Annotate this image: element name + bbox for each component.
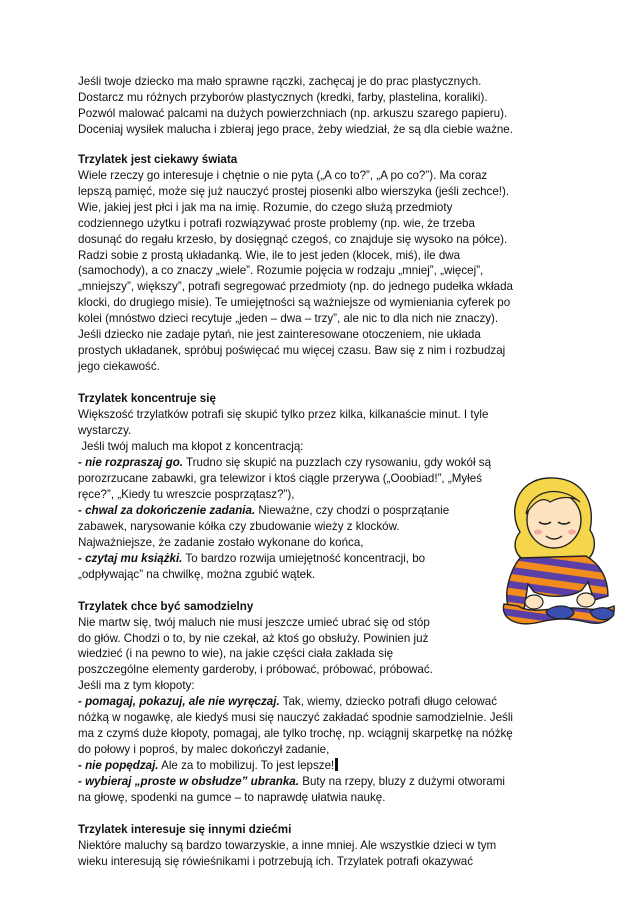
text-line: codziennego użytku i potrafi rozwiązywać proste problemy (np. wie, że trzeba — [78, 216, 475, 230]
text-line: wiedzieć (i na pewno to wie), na jakie części ciała zakłada się — [78, 647, 394, 661]
text-line: lepszą pamięć, może się już nauczyć prostej piosenki albo wierszyka (jeśli zechce!). — [78, 184, 510, 198]
tip-text: Buty na rzepy, bluzy z dużymi otworami — [298, 775, 505, 789]
tip-line — [78, 694, 578, 710]
text-line: wystarczy. — [78, 424, 132, 438]
text-line: na głowę, spodenki na gumce – to naprawdę ułatwia naukę. — [78, 791, 386, 805]
text-line: Nie martw się, twój maluch nie musi jeszcze umieć ubrać się od stóp — [78, 615, 430, 629]
tip-text: Ale za to mobilizuj. To jest lepsze! — [158, 759, 335, 773]
text-line: wieku interesują się rówieśnikami i potrzebują ich. Trzylatek potrafi okazywać — [78, 854, 473, 868]
text-line: Pozwól malować palcami na dużych powierzchniach (np. arkuszu szarego papieru). — [78, 106, 508, 120]
text-line: klocki, do drugiego misie). Te umiejętności są ważniejsze od wymieniania cyferek po — [78, 296, 511, 310]
text-line: Wiele rzeczy go interesuje i chętnie o nie pyta („A co to?”, „A po co?”). Ma coraz — [78, 168, 488, 182]
tip-line — [78, 455, 578, 471]
text-line: „mniejszy”, większy”, potrafi segregować przedmioty (np. do jednego pudełka wkłada — [78, 280, 513, 294]
tip-text: Tak, wiemy, dziecko potrafi długo celować — [279, 695, 498, 709]
child-dressing-illustration — [490, 472, 625, 632]
text-line: Jeśli dziecko nie zadaje pytań, nie jest zainteresowane otoczeniem, nie układa — [78, 328, 481, 342]
text-line: Jeśli ma z tym kłopoty: — [78, 679, 195, 693]
text-line: poszczególne elementy garderoby, i próbować, próbować, próbować. — [78, 663, 433, 677]
text-line: Najważniejsze, że zadanie zostało wykonane do końca, — [78, 535, 364, 549]
text-line: Dostarcz mu różnych przyborów plastycznych (kredki, farby, plastelina, koraliki). — [78, 90, 488, 104]
text-line: dosunąć do regału krzesło, by dosięgnąć czegoś, co znajduje się wysoko na półce). — [78, 232, 508, 246]
text-line: ręce?”, „Kiedy tu wreszcie posprzątasz?”), — [78, 487, 295, 501]
text-line: porozrzucane zabawki, gra telewizor i ktoś ciągle przerywa („Ooobiad!”, „Myłeś — [78, 471, 483, 485]
section-body-curious — [78, 168, 578, 375]
section-heading-concentration: Trzylatek koncentruje się — [78, 392, 216, 406]
tip-title: - wybieraj „proste w obsłudze” ubranka. — [78, 775, 299, 789]
section-heading-other-children: Trzylatek interesuje się innymi dziećmi — [78, 822, 292, 836]
section-heading-curious: Trzylatek jest ciekawy świata — [78, 152, 238, 166]
text-line: ma z czymś duże kłopoty, pomagaj, ale tylko trochę, np. wciągnij skarpetkę na nóżkę — [78, 727, 513, 741]
text-line: (samochody), a co znaczy „wiele”. Rozumie pojęcia w rodzaju „mniej”, „więcej”, — [78, 264, 484, 278]
tip-text: To bardzo rozwija umiejętność koncentracji, bo — [182, 551, 426, 565]
text-line: Jeśli twoje dziecko ma mało sprawne rączki, zachęcaj je do prac plastycznych. — [78, 75, 482, 88]
text-line: Wie, jakiej jest płci i jak ma na imię. Rozumie, do czego służą przedmioty — [78, 200, 453, 214]
text-line: Doceniaj wysiłek malucha i zbieraj jego prace, żeby wiedział, że są dla ciebie ważne. — [78, 122, 513, 136]
tip-title: - nie rozpraszaj go. — [78, 455, 184, 469]
tip-text: Trudno się skupić na puzzlach czy rysowaniu, gdy wokół są — [183, 455, 492, 469]
text-line: do połowy i poproś, by malec dokończył zadanie, — [78, 743, 330, 757]
tip-title: - pomagaj, pokazuj, ale nie wyręczaj. — [78, 695, 280, 709]
section-body-independent — [78, 615, 578, 806]
text-line: zabawek, narysowanie kółka czy zbudowanie wieży z klocków. — [78, 519, 400, 533]
text-line: Radzi sobie z prostą układanką. Wie, ile to jest jeden (klocek, miś), ile dwa — [78, 248, 461, 262]
text-line: prostych układanek, spróbuj poświęcać mu więcej czasu. Baw się z nim i rozbudzaj — [78, 344, 506, 358]
text-line: Jeśli twój maluch ma kłopot z koncentracją: — [78, 440, 304, 454]
tip-title: - chwal za dokończenie zadania. — [78, 503, 256, 517]
tip-title: - nie popędzaj. — [78, 759, 159, 773]
section-body-other-children — [78, 838, 578, 870]
section-heading-independent: Trzylatek chce być samodzielny — [78, 599, 254, 613]
text-line: jego ciekawość. — [78, 360, 160, 374]
text-cursor — [335, 758, 338, 771]
tip-title: - czytaj mu książki. — [78, 551, 183, 565]
tip-text: Nieważne, czy chodzi o posprzątanie — [255, 503, 450, 517]
intro-paragraph — [78, 74, 578, 138]
text-line: „odpływając” na chwilkę, można zgubić wątek. — [78, 567, 316, 581]
text-line: Niektóre maluchy są bardzo towarzyskie, a inne mniej. Ale wszystkie dzieci w tym — [78, 838, 497, 852]
tip-line — [78, 774, 578, 790]
tip-line — [78, 758, 578, 774]
text-line: kolei (mnóstwo dzieci recytuje „jeden – dwa – trzy”, ale nic to dla nich nie znaczy). — [78, 312, 499, 326]
text-line: nóżką w nogawkę, ale kiedyś musi się nauczyć zakładać spodnie samodzielnie. Jeśli — [78, 711, 513, 725]
text-line: Większość trzylatków potrafi się skupić tylko przez kilka, kilkanaście minut. I tyle — [78, 408, 489, 422]
text-line: do głów. Chodzi o to, by nie czekał, aż ktoś go obsłuży. Powinien już — [78, 631, 429, 645]
